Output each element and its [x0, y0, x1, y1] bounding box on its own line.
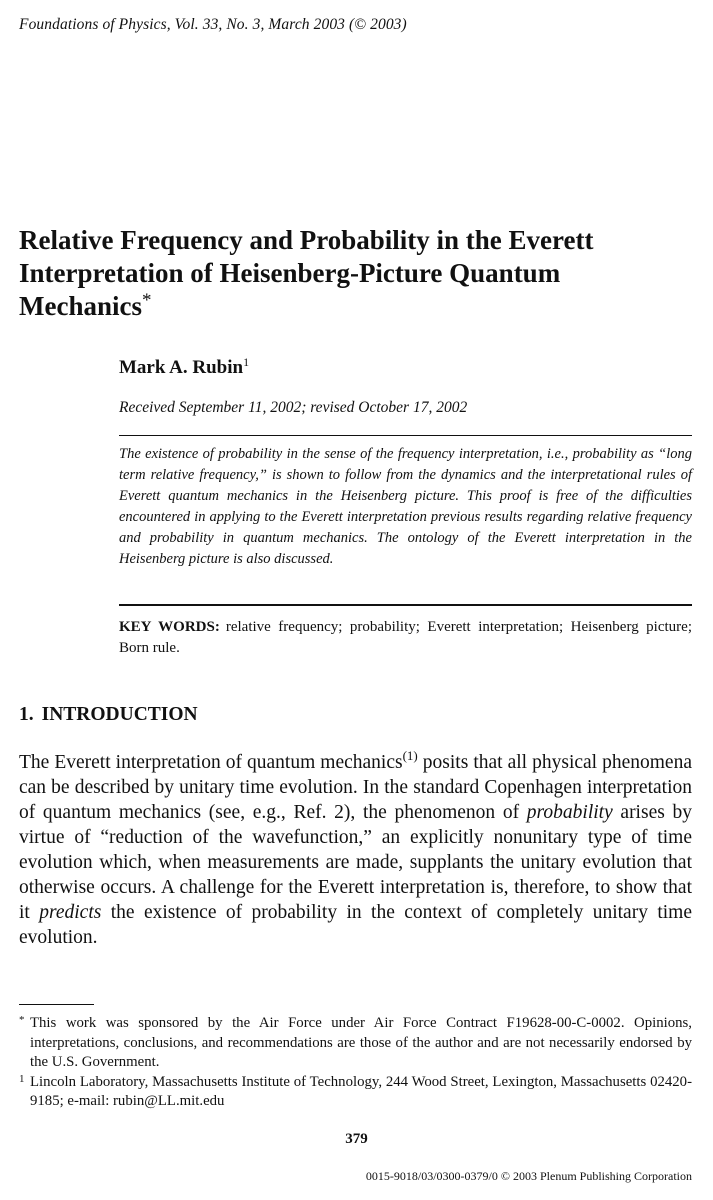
abstract-top-rule: [119, 435, 692, 436]
footnote-mark: 1: [19, 1072, 25, 1085]
section-heading: [19, 704, 198, 726]
author-name: Mark A. Rubin: [119, 357, 244, 378]
footnote-sponsor: [19, 1014, 692, 1073]
body-text-2: posits that all physical phenomena can be described by unitary time evolution. In the standard Copenhagen interpretation of quantum mechanics (see, e.g., Ref. 2), the phenomenon of: [19, 752, 692, 823]
title-footnote-mark: *: [141, 290, 152, 311]
keywords-label: KEY WORDS:: [119, 619, 220, 635]
footnotes: [19, 1014, 692, 1112]
received-dates: Received September 11, 2002; revised October 17, 2002: [119, 399, 468, 416]
abstract: The existence of probability in the sense of the frequency interpretation, i.e., probability as “long term relative frequency,” is shown to follow from the dynamics and the interpretational rules of Everett quantum mechanics in the Heisenberg picture. This proof is free of the difficulties encountered in applying to the Everett interpretation previous results regarding relative frequency and probability in quantum mechanics. The ontology of the Everett interpretation in the Heisenberg picture is also discussed.: [119, 446, 692, 567]
paper-title-text: Relative Frequency and Probability in the Everett Interpretation of Heisenberg-Picture Quantum Mechanics: [19, 225, 594, 321]
author-footnote-mark: 1: [243, 355, 250, 369]
section-number: 1.: [19, 704, 34, 725]
footnote-mark: *: [19, 1014, 25, 1026]
section-title: INTRODUCTION: [41, 704, 198, 725]
body-text-3: arises by virtue of “reduction of the wavefunction,” an explicitly nonunitary type of time evolution which, when measurements are made, supplants the unitary evolution that otherwise occurs. A challenge for the Everett interpretation is, therefore, to show that it: [19, 802, 692, 923]
footnote-text: Lincoln Laboratory, Massachusetts Institute of Technology, 244 Wood Street, Lexington, Massachusetts 02420-9185; e-mail: rubin@LL.mit.edu: [30, 1073, 692, 1109]
author-line: [119, 357, 249, 379]
abstract-bottom-rule: [119, 604, 692, 606]
running-head: Foundations of Physics, Vol. 33, No. 3, March 2003 (© 2003): [19, 16, 407, 33]
footnote-affiliation: [19, 1073, 692, 1112]
keywords: [119, 617, 692, 659]
emphasis-predicts: predicts: [39, 902, 102, 923]
body-text-1: The Everett interpretation of quantum mechanics: [19, 752, 403, 773]
page-number: 379: [345, 1131, 368, 1147]
copyright-line: 0015-9018/03/0300-0379/0 © 2003 Plenum Publishing Corporation: [365, 1169, 692, 1183]
footnote-text: This work was sponsored by the Air Force under Air Force Contract F19628-00-C-0002. Opinions, interpretations, conclusions, and recommendations are those of the author and are not necessarily endorsed by the U.S. Government.: [30, 1015, 692, 1070]
body-paragraph: [19, 750, 692, 950]
emphasis-probability: probability: [526, 802, 613, 823]
keywords-text: relative frequency; probability; Everett interpretation; Heisenberg picture; Born rule.: [119, 619, 692, 656]
body-text-4: the existence of probability in the context of completely unitary time evolution.: [19, 902, 692, 948]
footnote-rule: [19, 1004, 94, 1005]
paper-title: [19, 224, 679, 323]
reference-marker: (1): [402, 748, 418, 763]
